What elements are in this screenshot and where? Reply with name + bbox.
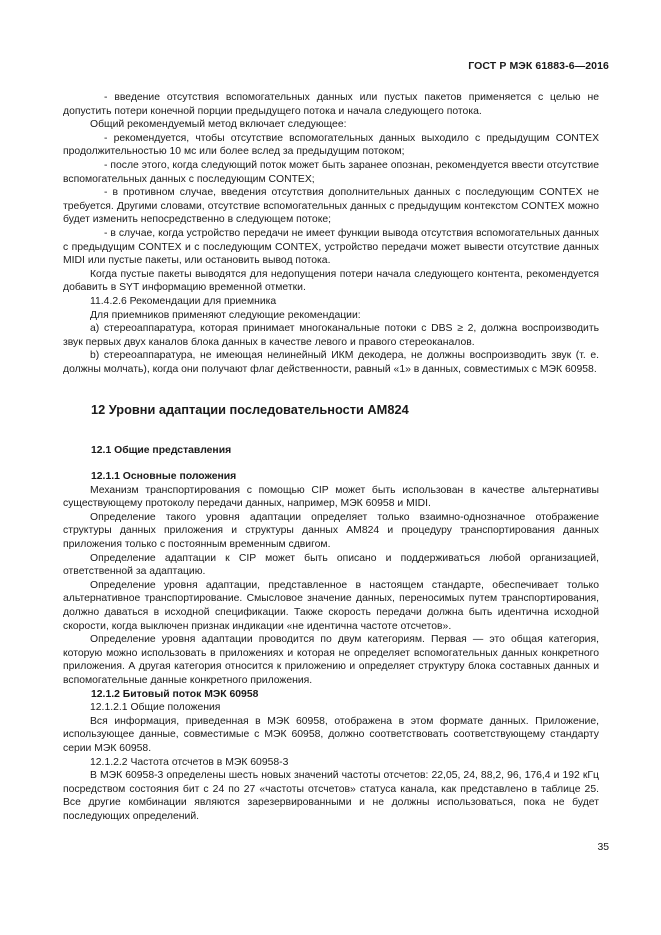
paragraph: - после этого, когда следующий поток может быть заранее опознан, рекомендуется ввести отсутствие вспомогательных данных с последующим CONTEX;	[63, 159, 599, 185]
subsection-heading: 11.4.2.6 Рекомендации для приемника	[90, 295, 277, 307]
paragraph: Определение уровня адаптации проводится по двум категориям. Первая — это общая категория, которую можно использовать в приложениях и которая не определяет вспомогательных данных конкретного приложения. А другая категория относится к приложению и определяет структуру блока составных данных и вспомогательные данные конкретного приложения.	[63, 634, 599, 686]
paragraph: Общий рекомендуемый метод включает следующее:	[90, 119, 347, 131]
subsubsection-heading: 12.1.1 Основные положения	[91, 471, 237, 483]
paragraph: Определение уровня адаптации, представленное в настоящем стандарте, обеспечивает только альтернативное транспортирование. Смысловое значение данных, переносимых путем транспортирования, должно даваться в исходной спецификации. Также скорость передачи должна быть идентична исходной скорости, когда выключен признак индикации «не идентична частоте отсчетов».	[63, 579, 599, 632]
section-heading: 12 Уровни адаптации последовательности AM824	[91, 402, 409, 418]
page-number: 35	[597, 842, 609, 853]
paragraph: - в случае, когда устройство передачи не имеет функции вывода отсутствия вспомогательных данных с предыдущим CONTEX и с последующим CONTEX, устройство передачи может вывести отсутствие данных MIDI или пустые пакеты, или остановить вывод потока.	[63, 227, 599, 267]
list-item: b) стереоаппаратура, не имеющая нелинейный ИКМ декодера, не должны воспроизводить звук (т. е. должны молчать), когда они получают флаг действенности, равный «1» в данных, совместимых с МЭК 60958.	[63, 350, 599, 375]
paragraph: - в противном случае, введения отсутствия дополнительных данных с последующим CONTEX не требуется. Другими словами, отсутствие вспомогательных данных с предыдущим контекстом CONTEX можно будет изменить непосредственно в следующем потоке;	[63, 187, 599, 226]
paragraph: Для приемников применяют следующие рекомендации:	[90, 309, 361, 321]
list-item: a) стереоаппаратура, которая принимает многоканальные потоки с DBS ≥ 2, должна воспроизводить звук первых двух каналов блока данных в качестве левого и правого стереоканалов.	[63, 323, 599, 348]
document-body	[63, 91, 599, 824]
paragraph: Определение адаптации к CIP может быть описано и поддерживаться любой организацией, ответственной за адаптацию.	[63, 552, 599, 578]
paragraph: В МЭК 60958-3 определены шесть новых значений частоты отсчетов: 22,05, 24, 88,2, 96, 176,4 и 192 кГц посредством состояния бит с 24 по 27 «частоты отсчетов» статуса канала, как представлено в таблице 25. Все другие комбинации являются зарезервированными и не должны использоваться, пока не будет последующих определений.	[63, 770, 599, 822]
paragraph: Определение такого уровня адаптации определяет только взаимно-однозначное отображение структуры данных приложения и структуры данных AM824 и процедуру транспортирования данных приложения только с постоянным временным сдвигом.	[63, 511, 599, 551]
subsubsection-heading: 12.1.2 Битовый поток МЭК 60958	[91, 688, 259, 700]
clause-heading: 12.1.2.1 Общие положения	[90, 702, 221, 714]
subsection-heading: 12.1 Общие представления	[91, 445, 232, 457]
paragraph: Когда пустые пакеты выводятся для недопущения потери начала следующего контента, рекомендуется добавить в SYT информацию временной отметки.	[63, 268, 599, 294]
paragraph: - введение отсутствия вспомогательных данных или пустых пакетов применяется с целью не допустить потери конечной порции предыдущего потока и начала следующего потока.	[63, 92, 599, 117]
clause-heading: 12.1.2.2 Частота отсчетов в МЭК 60958-3	[90, 756, 289, 768]
paragraph: - рекомендуется, чтобы отсутствие вспомогательных данных выходило с предыдущим CONTEX продолжительностью 10 мс или более вслед за предыдущим потоком;	[63, 132, 599, 158]
document-code-header: ГОСТ Р МЭК 61883-6—2016	[468, 60, 609, 72]
paragraph: Вся информация, приведенная в МЭК 60958, отображена в этом формате данных. Приложение, использующее данные, совместимые с МЭК 60958, должно соответствовать соответствующему стандарту серии МЭК 60958.	[63, 715, 599, 754]
paragraph: Механизм транспортирования с помощью CIP может быть использован в качестве альтернативы существующему протоколу передачи данных, например, МЭК 60958 и MIDI.	[63, 484, 599, 510]
